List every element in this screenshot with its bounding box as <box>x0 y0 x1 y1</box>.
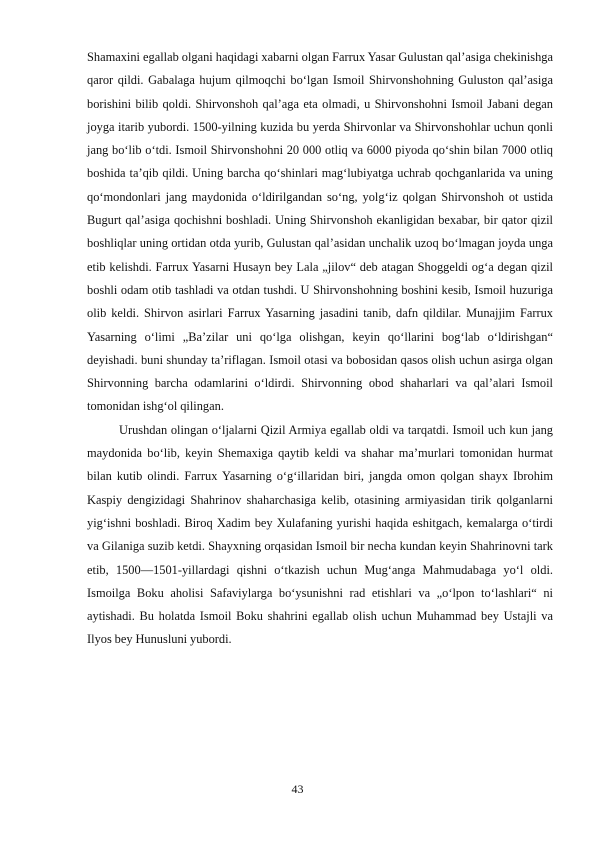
page-number: 43 <box>291 782 304 796</box>
paragraph-2: Urushdan olingan oʻljalarni Qizil Armiya egallab oldi va tarqatdi. Ismoil uch kun jang maydonida boʻlib, keyin Shemaxiga qaytib keldi va shahar maʼmurlari tomonidan hurmat bilan kutib olindi. Farrux Yasarning oʻgʻillaridan biri, jangda omon qolgan shayx Ibrohim Kaspiy dengizidagi Shahrinov shaharchasiga kelib, otasining armiyasidan tirik qolganlarni yigʻishni boshladi. Biroq Xadim bey Xulafaning yurishi haqida eshitgach, kemalarga oʻtirdi va Gilaniga suzib ketdi. Shayxning orqasidan Ismoil bir necha kundan keyin Shahrinovni tark etib, 1500—1501-yillardagi qishni oʻtkazish uchun Mugʻanga Mahmudabaga yoʻl oldi. Ismoilga Boku aholisi Safaviylarga boʻysunishni rad etishlari va „oʻlpon toʻlashlari“ ni aytishadi. Bu holatda Ismoil Boku shahrini egallab olish uchun Muhammad bey Ustajli va Ilyos bey Hunusluni yubordi. <box>87 422 553 647</box>
paragraph-1: Shamaxini egallab olgani haqidagi xabarni olgan Farrux Yasar Gulustan qalʼasiga chekinishga qaror qildi. Gabalaga hujum qilmoqchi boʻlgan Ismoil Shirvonshohning Guluston qalʼasiga borishini bilib qoldi. Shirvonshoh qalʼaga eta olmadi, u Shirvonshohni Ismoil Jabani degan joyga itarib yubordi. 1500-yilning kuzida bu yerda Shirvonlar va Shirvonshohlar uchun qonli jang boʻlib oʻtdi. Ismoil Shirvonshohni 20 000 otliq va 6000 piyoda qoʻshin bilan 7000 otliq boshida taʼqib qildi. Uning barcha qoʻshinlari magʻlubiyatga uchrab qochganlarida va uning qoʻmondonlari jang maydonida oʻldirilgandan soʻng, yolgʻiz qolgan Shirvonshoh ot ustida Bugurt qalʼasiga qochishni boshladi. Uning Shirvonshoh ekanligidan bexabar, bir qator qizil boshliqlar uning ortidan otda yurib, Gulustan qalʼasidan unchalik uzoq boʻlmagan joyda unga etib kelishdi. Farrux Yasarni Husayn bey Lala „jilov“ deb atagan Shoggeldi ogʻa degan qizil boshli odam otib tashladi va otdan tushdi. U Shirvonshohning boshini kesib, Ismoil huzuriga olib keldi. Shirvon asirlari Farrux Yasarning jasadini tanib, dafn qildilar. Munajjim Farrux Yasarning oʻlimi „Baʼzilar uni qoʻlga olishgan, keyin qoʻllarini bogʻlab oʻldirishgan“ deyishadi. buni shunday taʼriflagan. Ismoil otasi va bobosidan qasos olish uchun asirga olgan Shirvonning barcha odamlarini oʻldirdi. Shirvonning obod shaharlari va qalʼalari Ismoil tomonidan ishgʻol qilingan. <box>87 50 553 414</box>
document-page <box>87 46 553 652</box>
